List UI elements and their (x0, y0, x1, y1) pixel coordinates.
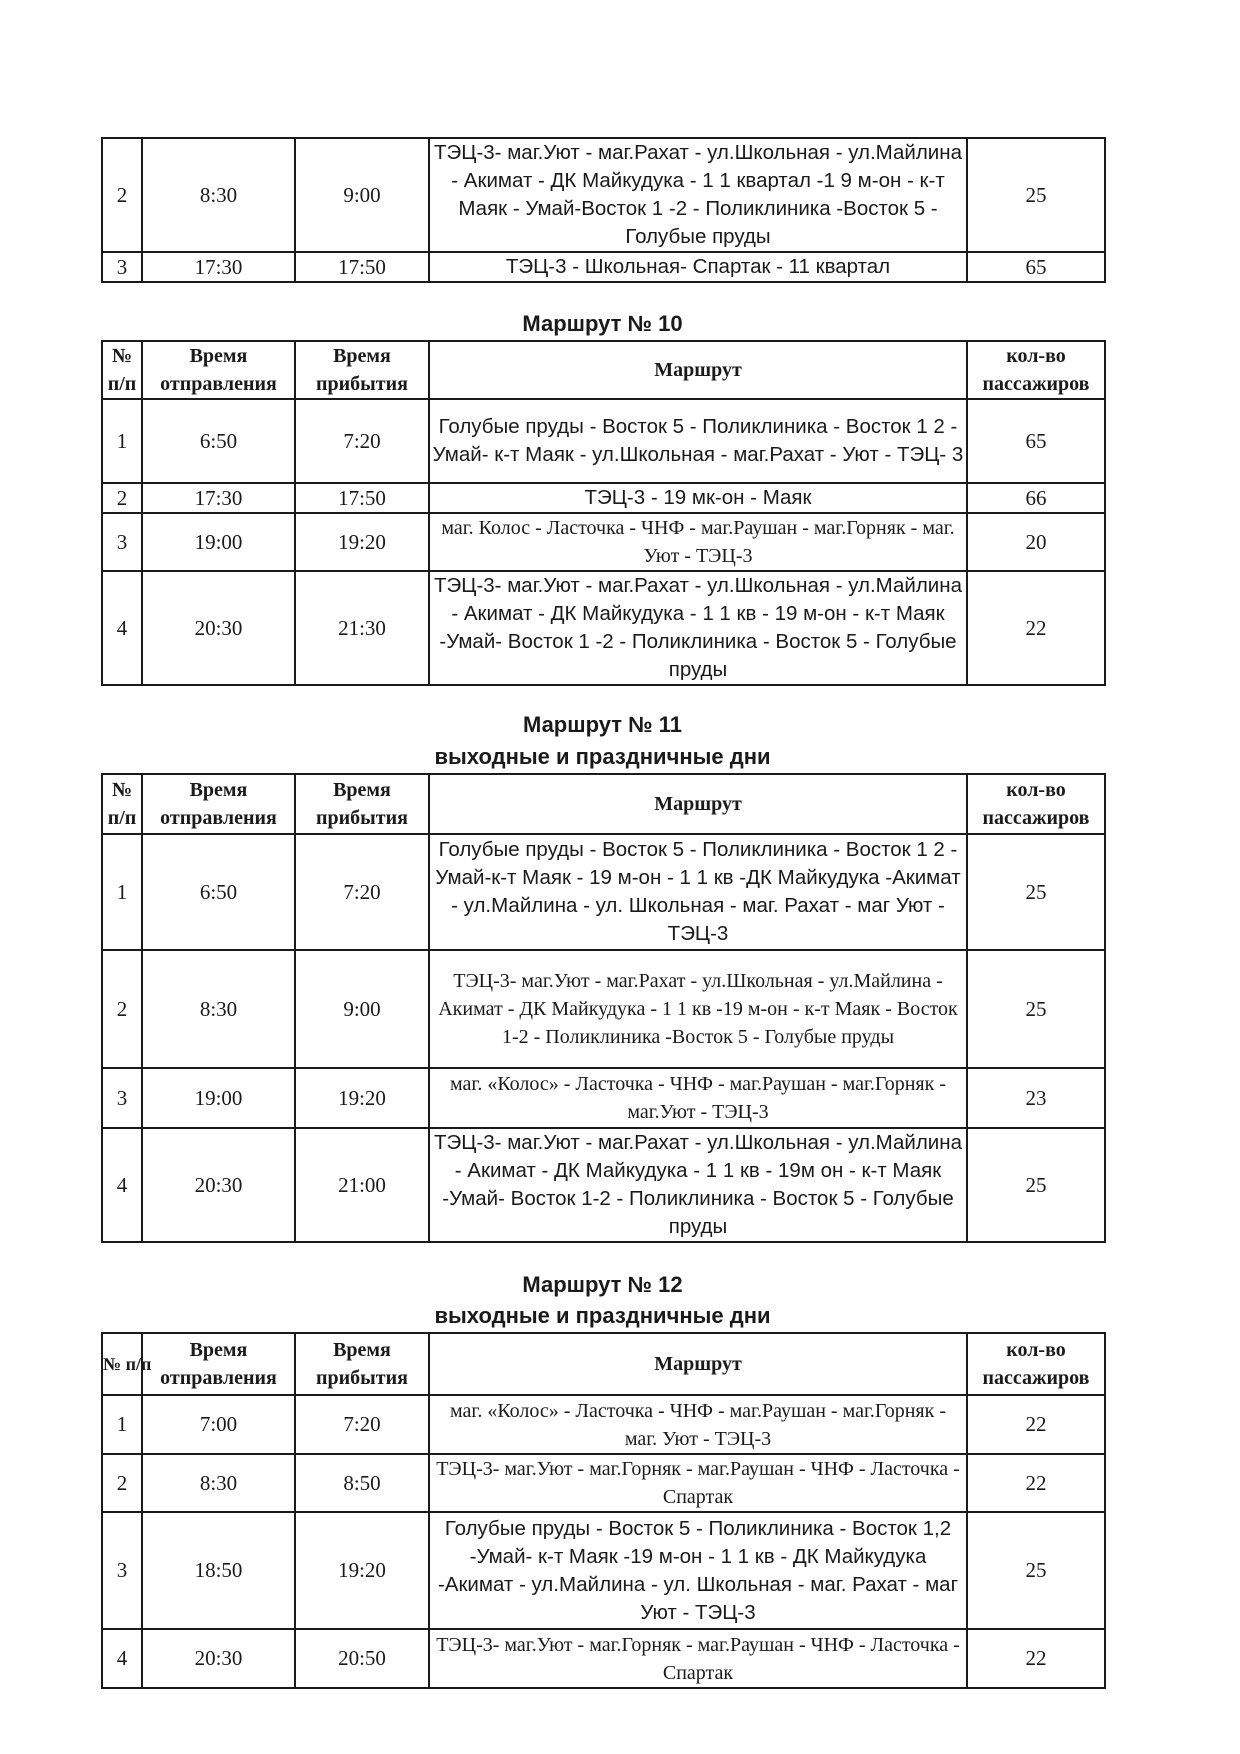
arrival-time: 17:50 (295, 252, 429, 282)
table-row (102, 252, 1105, 282)
row-number: 3 (102, 252, 142, 282)
route-12-table (101, 1332, 1106, 1689)
table-row (102, 399, 1105, 483)
passenger-count: 23 (967, 1068, 1105, 1128)
passenger-count: 66 (967, 483, 1105, 513)
passenger-count: 25 (967, 834, 1105, 950)
departure-time: 6:50 (142, 834, 295, 950)
row-number: 1 (102, 834, 142, 950)
route-stops: ТЭЦ-3- маг.Уют - маг.Рахат - ул.Школьная - ул.Майлина - Акимат - ДК Майкудука - 1 1 квартал -1 9 м-он - к-т Маяк - Умай-Восток 1 -2 - Поликлиника -Восток 5 - Голубые пруды (429, 138, 967, 252)
route-stops: Голубые пруды - Восток 5 - Поликлиника - Восток 1 2 - Умай- к-т Маяк - ул.Школьная - маг.Рахат - Уют - ТЭЦ- 3 (429, 399, 967, 483)
passenger-count: 22 (967, 571, 1105, 685)
route-stops: ТЭЦ-3- маг.Уют - маг.Рахат - ул.Школьная - ул.Майлина - Акимат - ДК Майкудука - 1 1 кв - 19 м-он - к-т Маяк -Умай- Восток 1 -2 - Поликлиника - Восток 5 - Голубые пруды (429, 571, 967, 685)
header-route: Маршрут (429, 774, 967, 834)
row-number: 4 (102, 1629, 142, 1688)
header-arrival: Время прибытия (295, 1333, 429, 1395)
passenger-count: 22 (967, 1395, 1105, 1454)
route-10-table-wrap (101, 340, 1104, 686)
row-number: 1 (102, 399, 142, 483)
header-arrival: Время прибытия (295, 341, 429, 399)
header-departure: Время отправления (142, 1333, 295, 1395)
arrival-time: 17:50 (295, 483, 429, 513)
route-11-table-wrap (101, 773, 1104, 1243)
passenger-count: 25 (967, 1512, 1105, 1629)
row-number: 2 (102, 483, 142, 513)
departure-time: 20:30 (142, 571, 295, 685)
passenger-count: 25 (967, 950, 1105, 1068)
row-number: 3 (102, 1068, 142, 1128)
arrival-time: 7:20 (295, 834, 429, 950)
arrival-time: 21:00 (295, 1128, 429, 1242)
arrival-time: 9:00 (295, 950, 429, 1068)
arrival-time: 8:50 (295, 1454, 429, 1512)
header-passengers: кол-во пассажиров (967, 774, 1105, 834)
row-number: 4 (102, 571, 142, 685)
row-number: 3 (102, 1512, 142, 1629)
arrival-time: 7:20 (295, 1395, 429, 1454)
route-12-subtitle: выходные и праздничные дни (434, 1303, 771, 1328)
route-stops: Голубые пруды - Восток 5 - Поликлиника - Восток 1,2 -Умай- к-т Маяк -19 м-он - 1 1 кв - ДК Майкудука -Акимат - ул.Майлина - ул. Школьная - маг. Рахат - маг Уют - ТЭЦ-3 (429, 1512, 967, 1629)
departure-time: 17:30 (142, 483, 295, 513)
table-row (102, 1629, 1105, 1688)
route-stops: ТЭЦ-3 - Школьная- Спартак - 11 квартал (429, 252, 967, 282)
header-passengers: кол-во пассажиров (967, 341, 1105, 399)
passenger-count: 25 (967, 1128, 1105, 1242)
header-num: № п/п (102, 774, 142, 834)
route-10-title: Маршрут № 10 (522, 311, 683, 336)
header-num: № п/п (102, 1333, 142, 1395)
table-header-row (102, 774, 1105, 834)
passenger-count: 20 (967, 513, 1105, 571)
row-number: 4 (102, 1128, 142, 1242)
route-12-table-wrap (101, 1332, 1104, 1689)
table-row (102, 1454, 1105, 1512)
row-number: 1 (102, 1395, 142, 1454)
header-route: Маршрут (429, 341, 967, 399)
departure-time: 17:30 (142, 252, 295, 282)
route-11-title: Маршрут № 11 (522, 712, 683, 737)
route-stops: маг. Колос - Ласточка - ЧНФ - маг.Раушан - маг.Горняк - маг. Уют - ТЭЦ-3 (429, 513, 967, 571)
table-header-row (102, 1333, 1105, 1395)
header-passengers: кол-во пассажиров (967, 1333, 1105, 1395)
table-row (102, 138, 1105, 252)
arrival-time: 19:20 (295, 1512, 429, 1629)
table-row (102, 571, 1105, 685)
route-stops: ТЭЦ-3- маг.Уют - маг.Рахат - ул.Школьная - ул.Майлина - Акимат - ДК Майкудука - 1 1 кв - 19м он - к-т Маяк -Умай- Восток 1-2 - Поликлиника - Восток 5 - Голубые пруды (429, 1128, 967, 1242)
table-row (102, 834, 1105, 950)
passenger-count: 65 (967, 399, 1105, 483)
route-stops: ТЭЦ-3 - 19 мк-он - Маяк (429, 483, 967, 513)
arrival-time: 21:30 (295, 571, 429, 685)
table-row (102, 1128, 1105, 1242)
row-number: 2 (102, 138, 142, 252)
route-stops: ТЭЦ-3- маг.Уют - маг.Рахат - ул.Школьная - ул.Майлина - Акимат - ДК Майкудука - 1 1 кв -19 м-он - к-т Маяк - Восток 1-2 - Поликлиника -Восток 5 - Голубые пруды (429, 950, 967, 1068)
route-stops: маг. «Колос» - Ласточка - ЧНФ - маг.Раушан - маг.Горняк - маг. Уют - ТЭЦ-3 (429, 1395, 967, 1454)
departure-time: 19:00 (142, 1068, 295, 1128)
departure-time: 7:00 (142, 1395, 295, 1454)
route-stops: маг. «Колос» - Ласточка - ЧНФ - маг.Раушан - маг.Горняк - маг.Уют - ТЭЦ-3 (429, 1068, 967, 1128)
table-row (102, 1512, 1105, 1629)
table-row (102, 1068, 1105, 1128)
header-num: № п/п (102, 341, 142, 399)
passenger-count: 22 (967, 1454, 1105, 1512)
departure-time: 8:30 (142, 1454, 295, 1512)
departure-time: 18:50 (142, 1512, 295, 1629)
row-number: 2 (102, 950, 142, 1068)
arrival-time: 9:00 (295, 138, 429, 252)
passenger-count: 25 (967, 138, 1105, 252)
route-stops: ТЭЦ-3- маг.Уют - маг.Горняк - маг.Раушан - ЧНФ - Ласточка - Спартак (429, 1454, 967, 1512)
route-stops: Голубые пруды - Восток 5 - Поликлиника - Восток 1 2 - Умай-к-т Маяк - 19 м-он - 1 1 кв -ДК Майкудука -Акимат - ул.Майлина - ул. Школьная - маг. Рахат - маг Уют - ТЭЦ-3 (429, 834, 967, 950)
departure-time: 8:30 (142, 950, 295, 1068)
previous-route-table-wrap (101, 137, 1104, 283)
arrival-time: 19:20 (295, 1068, 429, 1128)
route-10-table (101, 340, 1106, 686)
route-stops: ТЭЦ-3- маг.Уют - маг.Горняк - маг.Раушан - ЧНФ - Ласточка - Спартак (429, 1629, 967, 1688)
row-number: 3 (102, 513, 142, 571)
route-11-table (101, 773, 1106, 1243)
arrival-time: 19:20 (295, 513, 429, 571)
row-number: 2 (102, 1454, 142, 1512)
passenger-count: 65 (967, 252, 1105, 282)
table-row (102, 483, 1105, 513)
departure-time: 6:50 (142, 399, 295, 483)
table-row (102, 950, 1105, 1068)
header-route: Маршрут (429, 1333, 967, 1395)
header-arrival: Время прибытия (295, 774, 429, 834)
departure-time: 19:00 (142, 513, 295, 571)
arrival-time: 20:50 (295, 1629, 429, 1688)
header-departure: Время отправления (142, 774, 295, 834)
route-11-subtitle: выходные и праздничные дни (434, 744, 771, 769)
passenger-count: 22 (967, 1629, 1105, 1688)
departure-time: 8:30 (142, 138, 295, 252)
previous-route-table (101, 137, 1106, 283)
header-departure: Время отправления (142, 341, 295, 399)
arrival-time: 7:20 (295, 399, 429, 483)
table-row (102, 513, 1105, 571)
departure-time: 20:30 (142, 1629, 295, 1688)
table-header-row (102, 341, 1105, 399)
departure-time: 20:30 (142, 1128, 295, 1242)
route-12-title: Маршрут № 12 (522, 1272, 683, 1297)
table-row (102, 1395, 1105, 1454)
